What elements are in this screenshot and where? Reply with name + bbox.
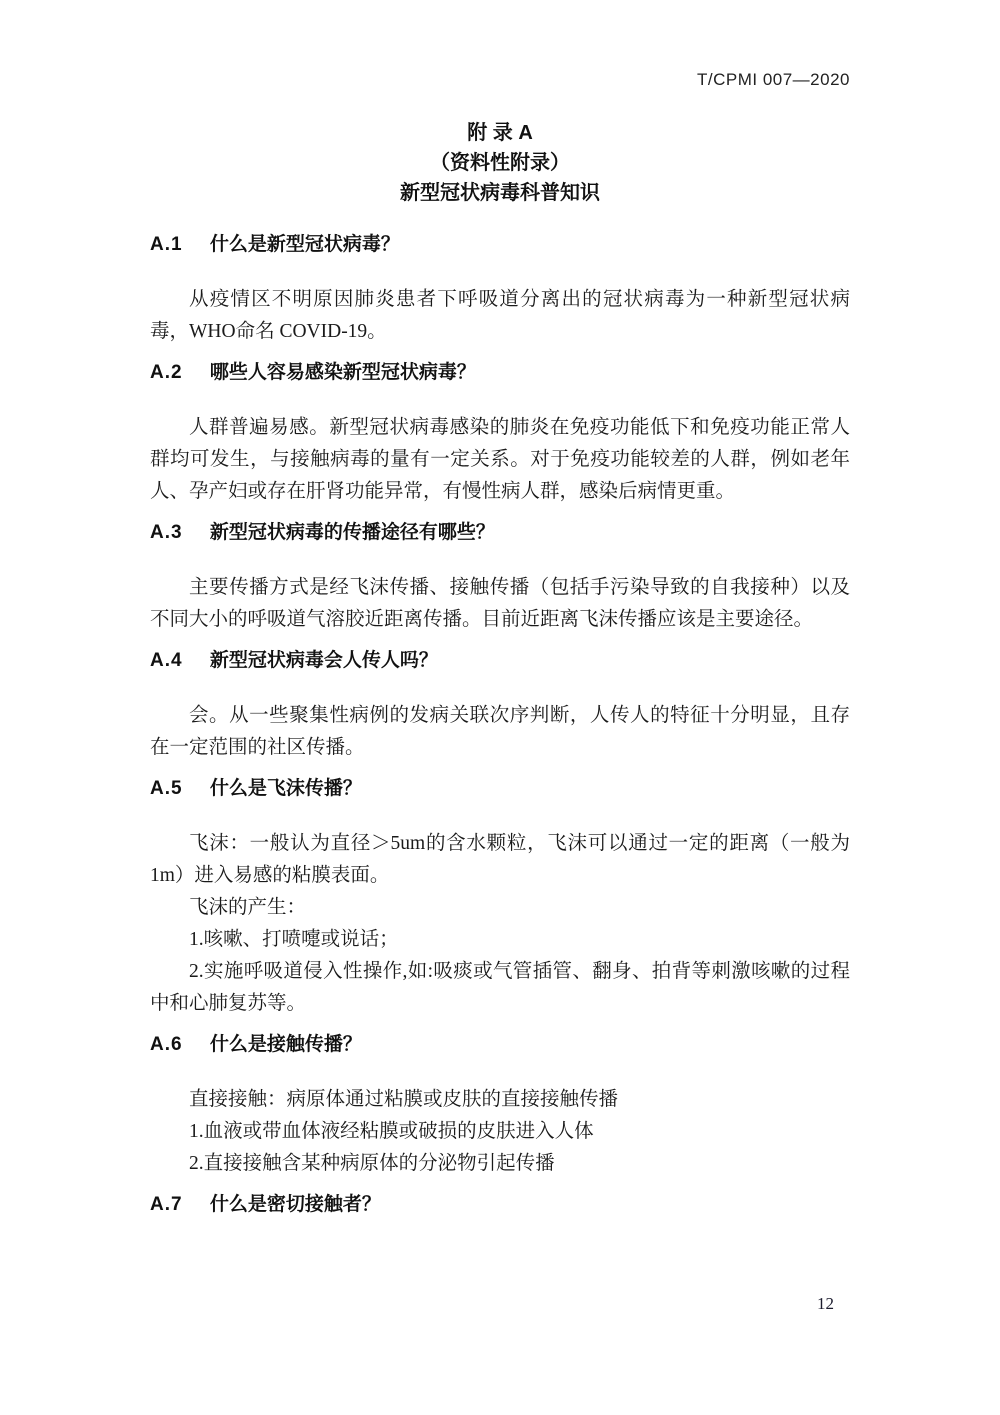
section-heading: [150, 1032, 850, 1058]
section-number: A.2: [150, 362, 183, 383]
section-a2: [150, 360, 850, 508]
appendix-title-block: [150, 118, 850, 208]
section-a6: [150, 1032, 850, 1180]
section-heading: [150, 360, 850, 386]
paragraph: 会。从一些聚集性病例的发病关联次序判断，人传人的特征十分明显，且存在一定范围的社区传播。: [150, 705, 850, 758]
appendix-topic: 新型冠状病毒科普知识: [400, 182, 600, 204]
list-item: 1.咳嗽、打喷嚏或说话；: [189, 929, 399, 950]
section-title: 新型冠状病毒的传播途径有哪些？: [209, 522, 495, 543]
section-number: A.3: [150, 522, 183, 543]
appendix-title: 附 录 A: [467, 122, 533, 144]
section-title: 什么是接触传播？: [209, 1034, 362, 1055]
section-title: 什么是飞沫传播？: [209, 778, 362, 799]
list-item: 1.血液或带血体液经粘膜或破损的皮肤进入人体: [189, 1121, 594, 1142]
section-number: A.5: [150, 778, 183, 799]
paragraph: 主要传播方式是经飞沫传播、接触传播（包括手污染导致的自我接种）以及不同大小的呼吸道气溶胶近距离传播。目前近距离飞沫传播应该是主要途径。: [150, 577, 850, 630]
section-a7: [150, 1192, 850, 1218]
paragraph: 飞沫的产生：: [189, 897, 307, 918]
section-heading: [150, 776, 850, 802]
paragraph: 直接接触：病原体通过粘膜或皮肤的直接接触传播: [189, 1089, 619, 1110]
page-number: 12: [817, 1294, 834, 1313]
section-title: 什么是密切接触者？: [209, 1194, 381, 1215]
section-title: 什么是新型冠状病毒？: [209, 234, 400, 255]
list-item: 2.直接接触含某种病原体的分泌物引起传播: [189, 1153, 555, 1174]
section-number: A.1: [150, 234, 183, 255]
section-number: A.4: [150, 650, 183, 671]
section-heading: [150, 1192, 850, 1218]
paragraph: 飞沫：一般认为直径＞5um的含水颗粒，飞沫可以通过一定的距离（一般为1m）进入易感的粘膜表面。: [150, 833, 850, 886]
appendix-subtitle: （资料性附录）: [430, 152, 570, 174]
paragraph: 人群普遍易感。新型冠状病毒感染的肺炎在免疫功能低下和免疫功能正常人群均可发生，与接触病毒的量有一定关系。对于免疫功能较差的人群，例如老年人、孕产妇或存在肝肾功能异常，有慢性病人群，感染后病情更重。: [150, 417, 850, 502]
section-number: A.6: [150, 1034, 183, 1055]
doc-code: T/CPMI 007—2020: [696, 70, 850, 89]
section-a3: [150, 520, 850, 636]
list-item: 2.实施呼吸道侵入性操作,如:吸痰或气管插管、翻身、拍背等刺激咳嗽的过程中和心肺复苏等。: [150, 961, 850, 1014]
section-number: A.7: [150, 1194, 183, 1215]
section-title: 新型冠状病毒会人传人吗？: [209, 650, 438, 671]
section-title: 哪些人容易感染新型冠状病毒？: [209, 362, 476, 383]
section-heading: [150, 232, 850, 258]
section-heading: [150, 520, 850, 546]
section-heading: [150, 648, 850, 674]
paragraph: 从疫情区不明原因肺炎患者下呼吸道分离出的冠状病毒为一种新型冠状病毒，WHO命名 COVID-19。: [150, 289, 850, 342]
section-a1: [150, 232, 850, 348]
section-a4: [150, 648, 850, 764]
section-a5: [150, 776, 850, 1020]
